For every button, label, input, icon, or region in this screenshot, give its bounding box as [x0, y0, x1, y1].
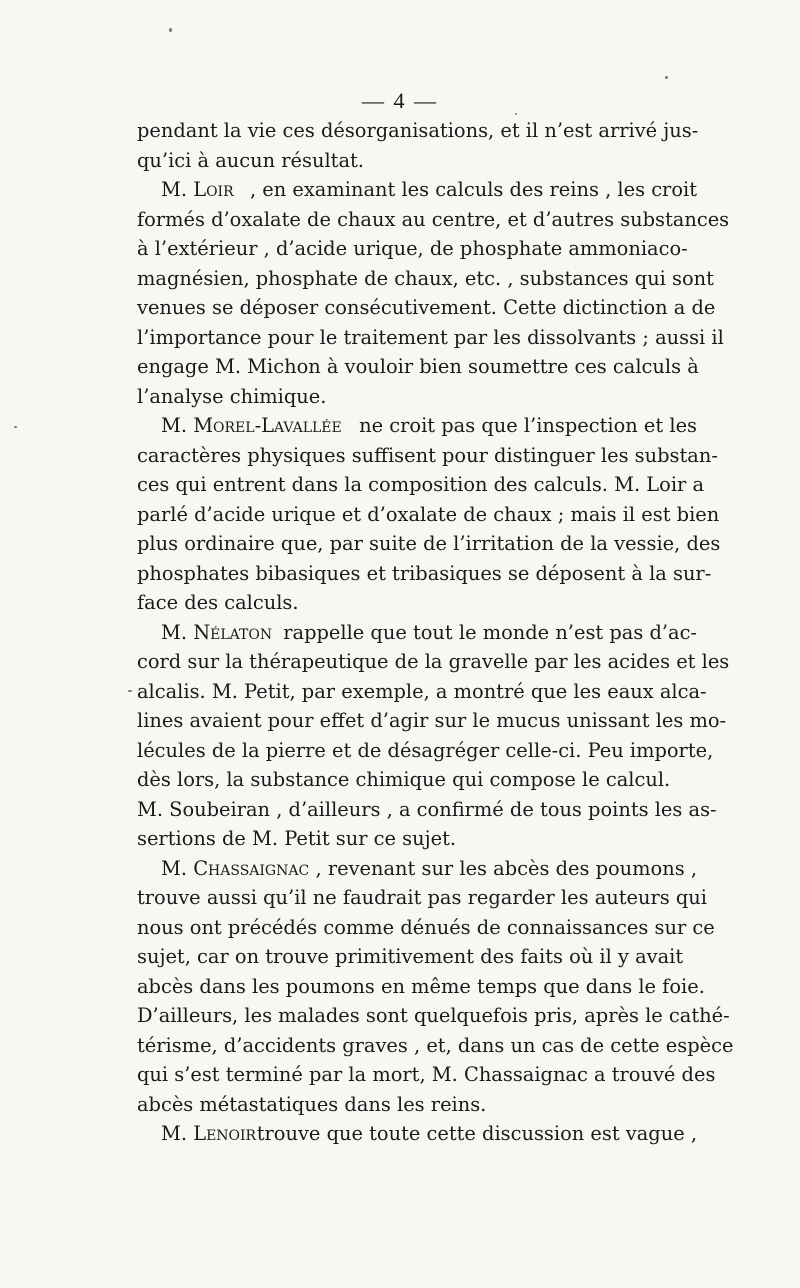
text-line: formés d’oxalate de chaux au centre, et d’autres substances [137, 207, 730, 231]
text-line: abcès métastatiques dans les reins. [137, 1092, 487, 1116]
text-fragment: , en examinant les calculs des reins , les croit [249, 178, 697, 201]
paragraph [137, 175, 730, 411]
paragraph [137, 116, 697, 175]
text-line [137, 175, 697, 205]
text-line: trouve aussi qu’il ne faudrait pas regarder les auteurs qui [137, 886, 707, 909]
text-line [137, 1119, 697, 1149]
paragraph [137, 854, 734, 1120]
body-text [137, 116, 734, 1149]
speaker-name: Morel-Lavallée [193, 414, 342, 437]
text-line: qu’ici à aucun résultat. [137, 148, 364, 172]
text-line: sertions de M. Petit sur ce sujet. [137, 827, 457, 850]
text-line: abcès dans les poumons en même temps que dans le foie. [137, 974, 705, 998]
text-line [137, 854, 697, 884]
text-line: sujet, car on trouve primitivement des faits où il y avait [137, 945, 684, 968]
text-line: cord sur la thérapeutique de la gravelle par les acides et les [137, 650, 730, 673]
text-fragment: ne croit pas que l’inspection et les [359, 414, 697, 437]
speck [169, 28, 172, 32]
speaker-name: Lenoir [193, 1122, 257, 1145]
text-line: nous ont précédés comme dénués de connaissances sur ce [137, 915, 715, 939]
text-line [137, 618, 697, 648]
paragraph [137, 1119, 697, 1149]
text-line: alcalis. M. Petit, par exemple, a montré que les eaux alca- [137, 679, 707, 703]
paragraph [137, 618, 730, 854]
speaker-name: Nélaton [193, 620, 273, 644]
text-line: ces qui entrent dans la composition des calculs. M. Loir a [137, 473, 705, 496]
text-line: l’analyse chimique. [137, 384, 327, 408]
speaker-line-lead: M. Morel-Lavallée [161, 414, 342, 437]
text-line: lines avaient pour effet d’agir sur le mucus unissant les mo- [137, 709, 727, 732]
text-line: phosphates bibasiques et tribasiques se déposent à la sur- [137, 561, 712, 585]
text-line: pendant la vie ces désorganisations, et il n’est arrivé jus- [137, 119, 699, 142]
paragraph [137, 411, 721, 618]
text-fragment: rappelle que tout le monde n’est pas d’ac- [283, 620, 697, 644]
text-line: térisme, d’accidents graves , et, dans un cas de cette espèce [137, 1033, 734, 1057]
text-line: dès lors, la substance chimique qui compose le calcul. [137, 768, 671, 791]
text-line: D’ailleurs, les malades sont quelquefois pris, après le cathé- [137, 1004, 730, 1027]
speaker-name: Loir [193, 178, 234, 201]
text-fragment: trouve que toute cette discussion est vague , [256, 1122, 697, 1145]
text-line: à l’extérieur , d’acide urique, de phosphate ammoniaco- [137, 237, 688, 260]
text-line: engage M. Michon à vouloir bien soumettre ces calculs à [137, 355, 699, 378]
text-line [137, 411, 697, 441]
speaker-line-lead: M. Chassaignac [161, 856, 310, 880]
text-line: parlé d’acide urique et d’oxalate de chaux ; mais il est bien [137, 502, 720, 526]
text-line: lécules de la pierre et de désagréger celle-ci. Peu importe, [137, 738, 714, 762]
text-line: caractères physiques suffisent pour distinguer les substan- [137, 443, 718, 467]
speaker-name: Chassaignac [193, 856, 310, 880]
text-line: l’importance pour le traitement par les dissolvants ; aussi il [137, 325, 724, 349]
speaker-line-lead: M. Lenoir [161, 1122, 257, 1145]
speck [14, 426, 17, 428]
page-number: — 4 — [362, 88, 438, 113]
speaker-line-lead: M. Loir [161, 178, 234, 201]
speck [128, 690, 132, 692]
text-fragment: , revenant sur les abcès des poumons , [315, 856, 697, 880]
text-line: qui s’est terminé par la mort, M. Chassaignac a trouvé des [137, 1063, 716, 1086]
text-line: plus ordinaire que, par suite de l’irritation de la vessie, des [137, 532, 721, 555]
text-line: M. Soubeiran , d’ailleurs , a confirmé de tous points les as- [137, 797, 717, 821]
speaker-line-lead: M. Nélaton [161, 620, 273, 644]
text-line: magnésien, phosphate de chaux, etc. , substances qui sont [137, 266, 714, 290]
speck [665, 76, 668, 79]
text-line: venues se déposer consécutivement. Cette dictinction a de [137, 296, 716, 319]
text-line: face des calculs. [137, 591, 299, 614]
